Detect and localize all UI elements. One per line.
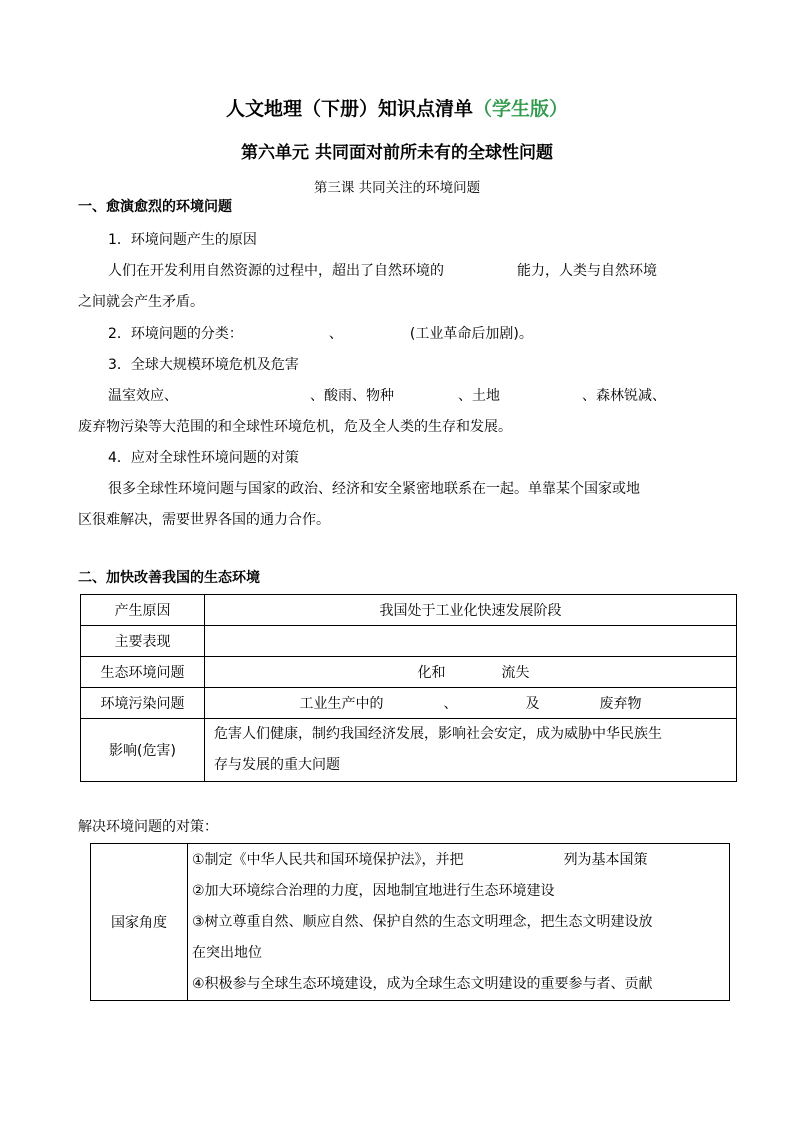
measure-item3-line2: 在突出地位 xyxy=(192,944,262,961)
measure-item3-line1: ③树立尊重自然、顺应自然、保护自然的生态文明理念，把生态文明建设放 xyxy=(192,913,653,930)
item2-text-a: 2．环境问题的分类： xyxy=(108,326,243,342)
table-row xyxy=(91,844,730,1001)
row-value xyxy=(205,626,737,657)
section1-item3: 3．全球大规模环境危机及危害 xyxy=(108,357,299,373)
table-row xyxy=(81,626,737,657)
row-value xyxy=(205,719,737,782)
table-row xyxy=(81,719,737,782)
section1-heading: 一、愈演愈烈的环境问题 xyxy=(78,199,232,215)
measure-item1-text-b: 列为基本国策 xyxy=(563,851,648,868)
table-row xyxy=(81,595,737,626)
impact-line2: 存与发展的重大问题 xyxy=(214,757,340,773)
unit-title: 第六单元 共同面对前所未有的全球性问题 xyxy=(241,143,553,163)
para1-text-b: 能力，人类与自然环境 xyxy=(517,263,657,279)
impact-line1: 危害人们健康，制约我国经济发展，影响社会安定，成为威胁中华民族生 xyxy=(214,726,662,742)
row-value xyxy=(205,657,737,688)
para1-text-a: 人们在开发利用自然资源的过程中，超出了自然环境的 xyxy=(108,263,444,279)
measure-item2: ②加大环境综合治理的力度，因地制宜地进行生态环境建设 xyxy=(192,882,555,899)
ecology-text-b: 流失 xyxy=(501,665,530,681)
para3-text-d: 、森林锐减、 xyxy=(582,388,666,404)
section1-item2 xyxy=(108,323,533,343)
section1-para1-line2: 之间就会产生矛盾。 xyxy=(78,294,204,310)
measure-item1-text-a: ①制定《中华人民共和国环境保护法》，并把 xyxy=(192,851,464,868)
row-label: 影响(危害) xyxy=(81,719,205,782)
pollution-text-b: 、 xyxy=(443,696,458,712)
row-label: 主要表现 xyxy=(81,626,205,657)
row-value xyxy=(188,844,730,1001)
title-edition: （学生版） xyxy=(473,98,569,120)
measure-item1 xyxy=(192,845,729,876)
ecology-table xyxy=(80,594,737,782)
section1-para3-line2: 废弃物污染等大范围的和全球性环境危机，危及全人类的生存和发展。 xyxy=(78,419,512,435)
para3-text-c: 、土地 xyxy=(458,388,500,404)
lesson-title: 第三课 共同关注的环境问题 xyxy=(313,180,481,196)
table-row xyxy=(81,688,737,719)
ecology-text-a: 化和 xyxy=(417,665,446,681)
row-label: 国家角度 xyxy=(91,844,188,1001)
title-main: 人文地理（下册）知识点清单 xyxy=(225,98,473,120)
section1-item4: 4．应对全球性环境问题的对策 xyxy=(108,450,299,466)
table-row xyxy=(81,657,737,688)
countermeasure-table xyxy=(90,843,730,1001)
page-title xyxy=(0,94,794,121)
item2-text-c: (工业革命后加剧)。 xyxy=(409,326,533,342)
pollution-text-c: 及 xyxy=(525,696,540,712)
row-label: 生态环境问题 xyxy=(81,657,205,688)
section1-para3-line1 xyxy=(108,385,666,405)
section2-heading: 二、加快改善我国的生态环境 xyxy=(78,570,260,586)
measure-item4: ④积极参与全球生态环境建设，成为全球生态文明建设的重要参与者、贡献 xyxy=(192,975,653,992)
pollution-text-d: 废弃物 xyxy=(599,696,642,712)
section1-para1-line1 xyxy=(108,260,657,280)
section1-item1: 1．环境问题产生的原因 xyxy=(108,232,257,248)
para3-text-a: 温室效应、 xyxy=(108,388,178,404)
row-value xyxy=(205,688,737,719)
item2-text-b: 、 xyxy=(328,326,343,342)
row-value: 我国处于工业化快速发展阶段 xyxy=(205,595,737,626)
section1-para4-line1: 很多全球性环境问题与国家的政治、经济和安全紧密地联系在一起。单靠某个国家或地 xyxy=(108,481,640,497)
pollution-text-a: 工业生产中的 xyxy=(299,696,384,712)
para3-text-b: 、酸雨、物种 xyxy=(310,388,394,404)
row-label: 产生原因 xyxy=(81,595,205,626)
countermeasure-label: 解决环境问题的对策： xyxy=(78,819,218,835)
section1-para4-line2: 区很难解决，需要世界各国的通力合作。 xyxy=(78,512,330,528)
row-label: 环境污染问题 xyxy=(81,688,205,719)
